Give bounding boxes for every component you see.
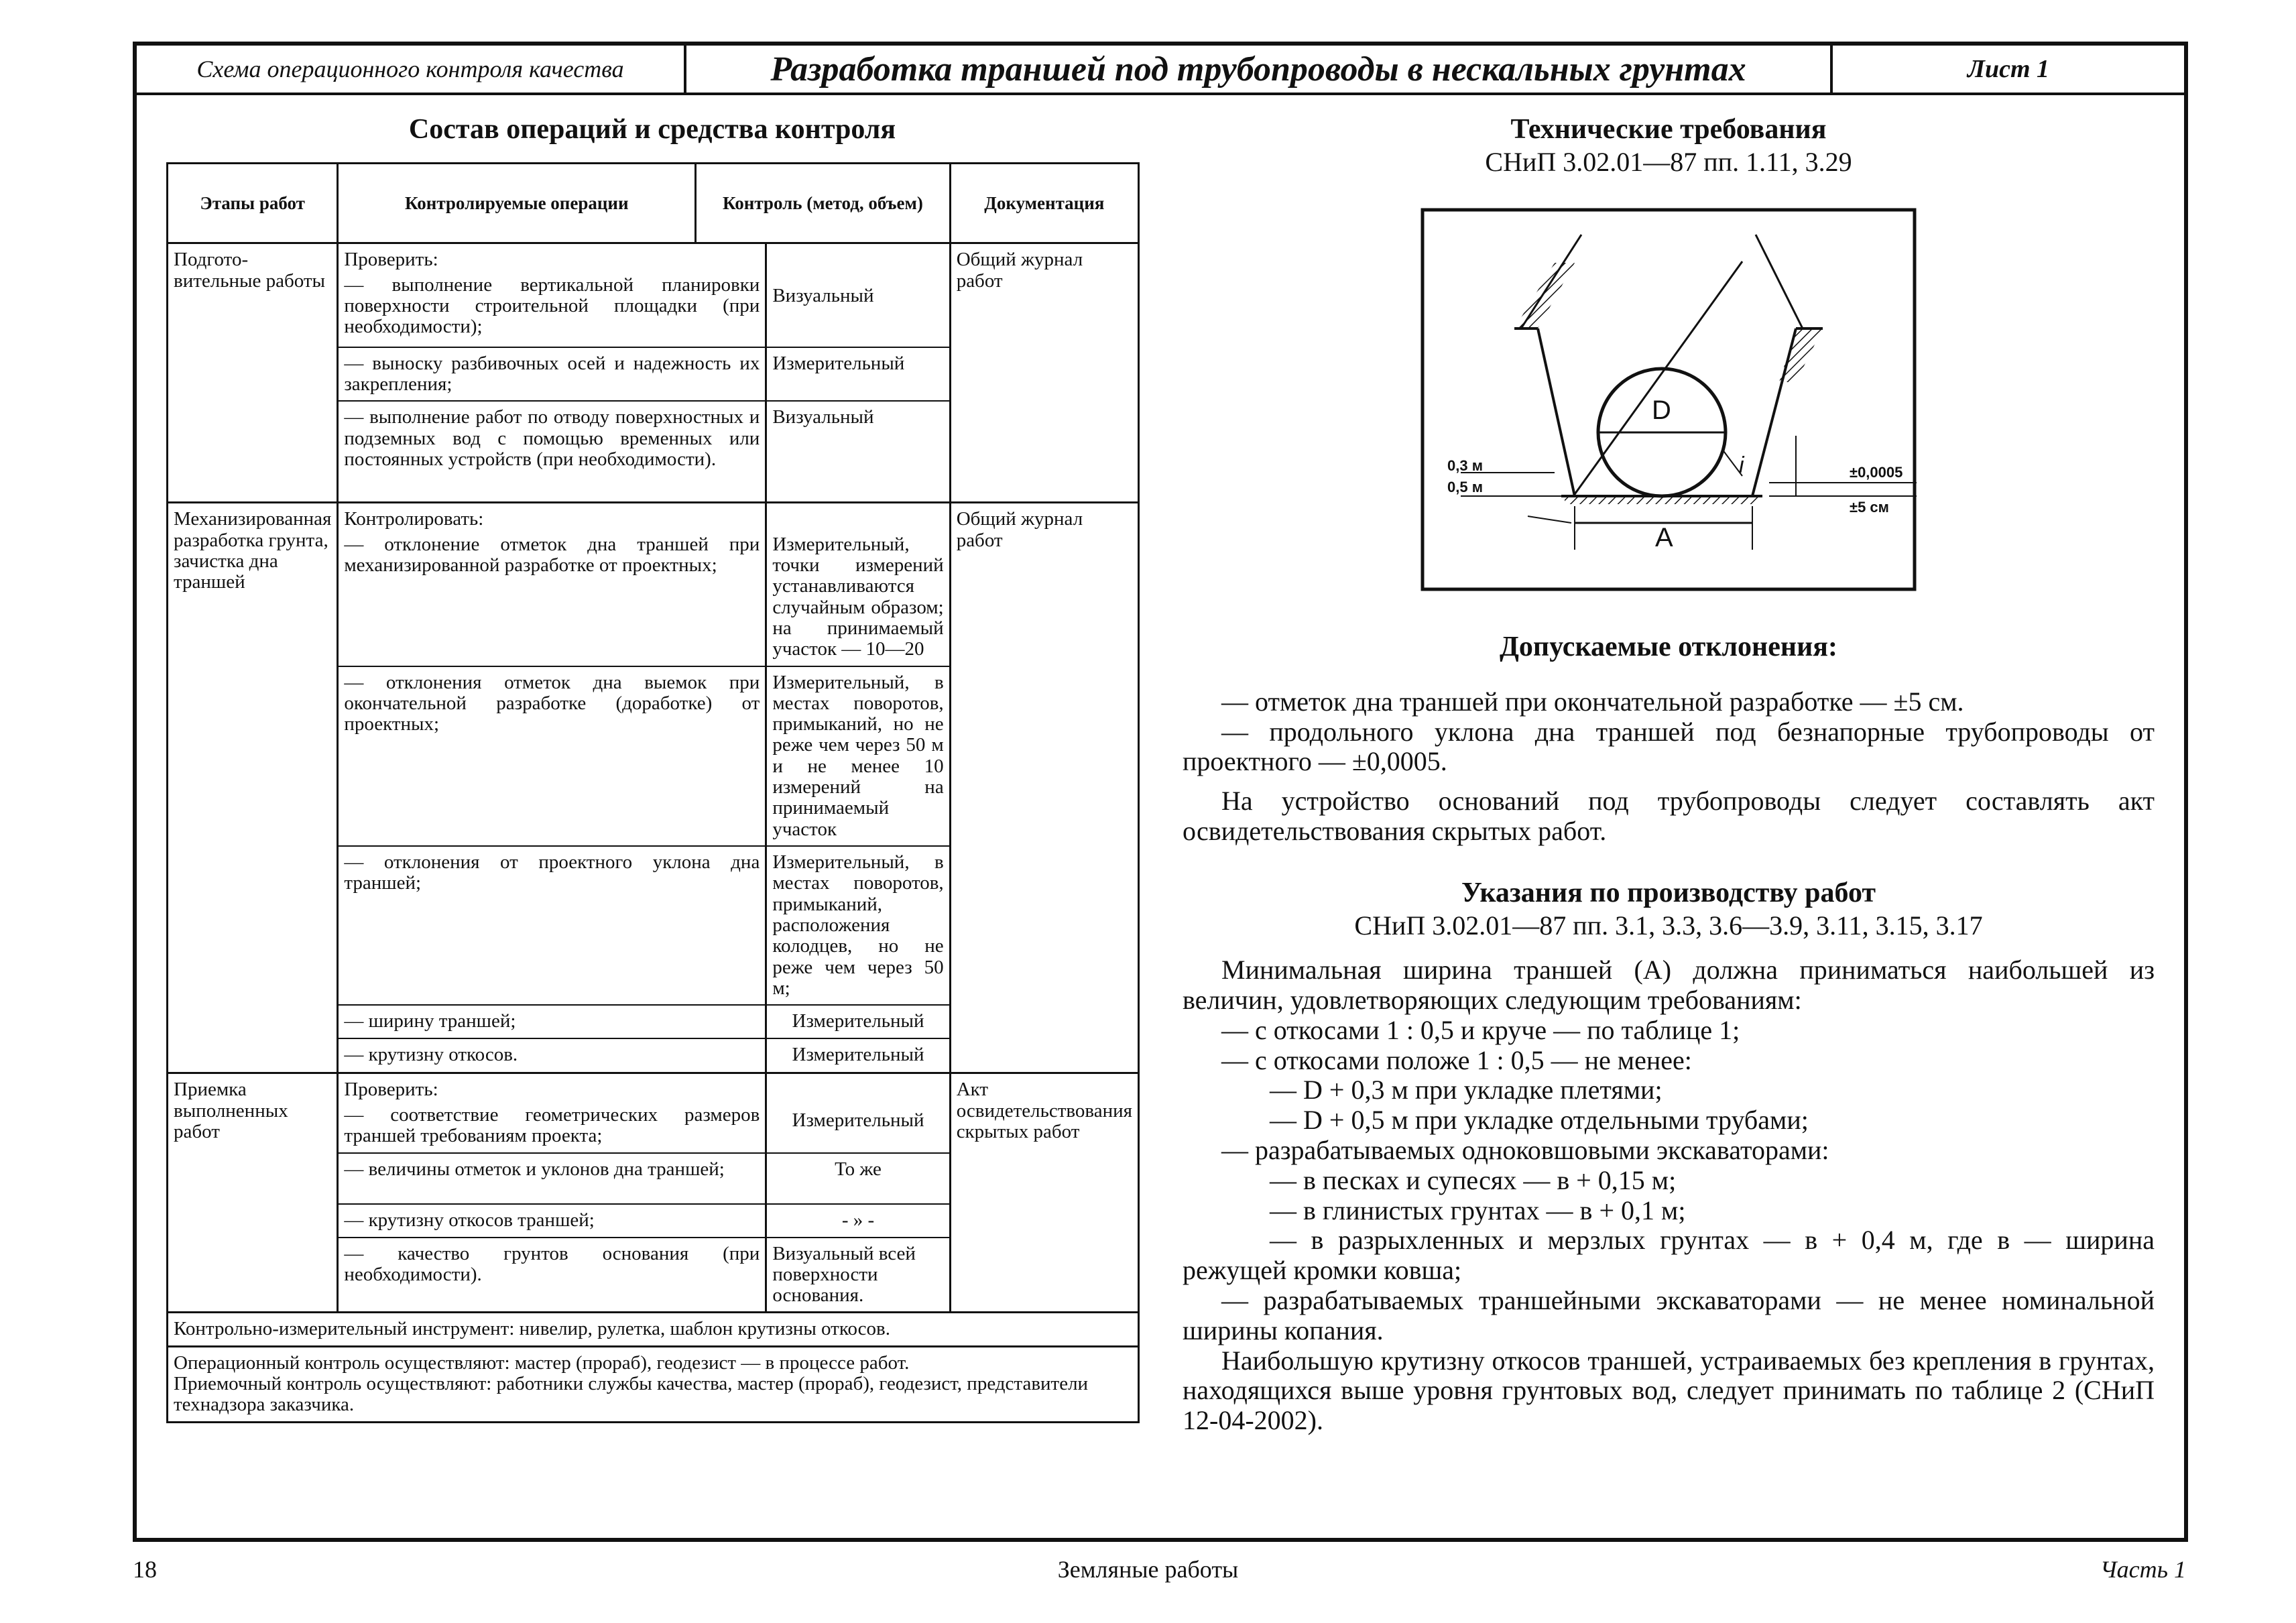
operation-text: — отклонения от проектного уклона дна траншей; — [339, 846, 766, 1005]
doc-cell: Общий журнал работ — [950, 243, 1138, 503]
stage-cell: Механизированная разработка грунта, зачистка дна траншей — [168, 503, 338, 1073]
header-title: Разработка траншей под трубопроводы в нескальных грунтах — [686, 46, 1833, 93]
operation-text: — ширину траншей; — [339, 1005, 766, 1038]
work-subitem: — D + 0,3 м при укладке плетями; — [1270, 1075, 1663, 1105]
control-method: Измерительный — [766, 1005, 949, 1038]
page-frame — [133, 42, 2188, 1542]
ops-intro: Контролировать: — [339, 503, 766, 531]
soil-hatch-left — [1514, 263, 1575, 328]
work-para-2: Наибольшую крутизну откосов траншей, устраиваемых без крепления в грунтах, находящихся выше уровня грунтовых вод, следует принимать по таблице 2 (СНиП 12-04-2002). — [1183, 1345, 2155, 1436]
control-note — [168, 1346, 1139, 1422]
right-column — [1183, 113, 2155, 1436]
operation-text: — выполнение работ по отводу поверхностных и подземных вод с помощью временных или постоянных устройств (при необходимости). — [339, 401, 766, 501]
work-instructions-title: Указания по производству работ — [1461, 877, 1876, 908]
deviation-1: — отметок дна траншей при окончательной разработке — ±5 см. — [1221, 686, 1964, 717]
tools-text: Контрольно-измерительный инструмент: нивелир, рулетка, шаблон крутизны откосов. — [168, 1313, 1139, 1346]
work-para-1: Минимальная ширина траншей (А) должна приниматься наибольшей из величин, удовлетворяющих следующим требованиям: — [1183, 955, 2155, 1015]
control-method: Измерительный — [766, 1102, 949, 1153]
operational-control-text: Операционный контроль осуществляют: мастер (прораб), геодезист — в процессе работ. — [174, 1351, 910, 1374]
table-row — [168, 243, 1139, 503]
label-A: A — [1655, 523, 1673, 553]
slope-upper-left — [1521, 235, 1581, 328]
left-column — [166, 113, 1138, 1423]
deviations-title: Допускаемые отклонения: — [1500, 632, 1837, 663]
trench-wall-right — [1752, 328, 1796, 496]
soil-hatch-right — [1779, 328, 1823, 382]
work-item: — разрабатываемых траншейными экскаваторами — не менее номинальной ширины копания. — [1183, 1284, 2155, 1345]
control-method: Измерительный — [766, 347, 949, 402]
control-method: Визуальный — [766, 272, 949, 347]
label-03m: 0,3 м — [1447, 457, 1483, 475]
table-row — [168, 503, 1139, 1073]
label-05m: 0,5 м — [1447, 479, 1483, 496]
slope-upper-right — [1756, 235, 1803, 328]
label-slope-tol: ±0,0005 — [1850, 464, 1903, 481]
operation-text: — отклонения отметок дна выемок при окончательной разработке (доработке) от проектных; — [339, 666, 766, 847]
header-scheme-label: Схема операционного контроля качества — [137, 46, 686, 93]
stage-cell: Подгото-вительные работы — [168, 243, 338, 503]
ops-intro: Проверить: — [339, 1074, 766, 1101]
col-header-control: Контроль (метод, объем) — [696, 164, 950, 243]
table-header-row — [168, 164, 1139, 243]
work-subitem: — в разрыхленных и мерзлых грунтах — в + 0,4 м, где в — ширина режущей кромки ковша; — [1183, 1225, 2155, 1286]
work-item: — разрабатываемых одноковшовыми экскаваторами: — [1221, 1134, 1829, 1165]
control-row — [168, 1346, 1139, 1422]
operation-text: — соответствие геометрических размеров траншей требованиям проекта; — [339, 1102, 766, 1153]
operation-text: — качество грунтов основания (при необходимости). — [339, 1238, 766, 1312]
control-method: Измерительный, в местах поворотов, примыканий, но не реже чем через 50 м и не менее 10 измерений на принимаемый участок — [766, 666, 949, 847]
tech-req-ref: СНиП 3.02.01—87 пп. 1.11, 3.29 — [1485, 147, 1852, 178]
ops-intro: Проверить: — [339, 244, 766, 272]
control-method: То же — [766, 1153, 949, 1204]
footer-section: Земляные работы — [1057, 1556, 1239, 1583]
operation-text: — крутизну откосов траншей; — [339, 1204, 766, 1238]
work-instructions-ref: СНиП 3.02.01—87 пп. 3.1, 3.3, 3.6—3.9, 3.11, 3.15, 3.17 — [1354, 910, 1983, 941]
stage-cell: Приемка выполненных работ — [168, 1073, 338, 1313]
work-subitem: — D + 0,5 м при укладке отдельными трубами; — [1270, 1105, 1809, 1136]
work-item: — с откосами положе 1 : 0,5 — не менее: — [1221, 1044, 1692, 1075]
deviation-2: — продольного уклона дна траншей под безнапорные трубопроводы от проектного — ±0,0005. — [1183, 716, 2155, 777]
work-item: — с откосами 1 : 0,5 и круче — по таблице 1; — [1221, 1014, 1740, 1045]
operation-text: — отклонение отметок дна траншей при механизированной разработке от проектных; — [339, 532, 766, 666]
doc-cell: Акт освидетельствования скрытых работ — [950, 1073, 1138, 1313]
footer-part: Часть 1 — [2100, 1556, 2186, 1583]
header-sheet: Лист 1 — [1967, 55, 2050, 83]
tools-row — [168, 1313, 1139, 1346]
trench-diagram — [1421, 208, 1917, 591]
control-method: Измерительный, точки измерений устанавливаются случайным образом; на принимаемый участок — 10—20 — [766, 532, 949, 666]
label-level-tol: ±5 см — [1850, 499, 1889, 516]
page-number: 18 — [133, 1556, 157, 1583]
deviation-3: На устройство оснований под трубопроводы следует составлять акт освидетельствования скрытых работ. — [1183, 786, 2155, 846]
tech-req-title: Технические требования — [1510, 114, 1827, 145]
operation-text: — выполнение вертикальной планировки поверхности строительной площадки (при необходимости); — [339, 272, 766, 347]
operations-title: Состав операций и средства контроля — [408, 114, 896, 145]
header-bar — [137, 46, 2184, 95]
operation-text: — крутизну откосов. — [339, 1038, 766, 1072]
col-header-docs: Документация — [950, 164, 1138, 243]
control-method: Визуальный всей поверхности основания. — [772, 1242, 916, 1307]
trench-wall-left — [1538, 328, 1575, 496]
doc-cell: Общий журнал работ — [950, 503, 1138, 1073]
col-header-stage: Этапы работ — [168, 164, 338, 243]
ops-cell — [338, 1073, 950, 1313]
operation-text: — величины отметок и уклонов дна траншей; — [339, 1153, 766, 1204]
ops-cell — [338, 503, 950, 1073]
ops-cell — [338, 243, 950, 503]
col-header-operations: Контролируемые операции — [338, 164, 696, 243]
operations-table — [166, 162, 1140, 1423]
control-method: Визуальный — [772, 406, 874, 428]
table-row — [168, 1073, 1139, 1313]
label-i: i — [1739, 453, 1744, 479]
control-method: Измерительный — [792, 1044, 924, 1066]
work-subitem: — в песках и супесях — в + 0,15 м; — [1270, 1164, 1677, 1195]
work-subitem: — в глинистых грунтах — в + 0,1 м; — [1270, 1195, 1686, 1225]
acceptance-control-text: Приемочный контроль осуществляют: работники службы качества, мастер (прораб), геодезист, представители технадзора заказчика. — [174, 1373, 1089, 1416]
operation-text: — выноску разбивочных осей и надежность их закрепления; — [339, 347, 766, 402]
label-D: D — [1652, 396, 1671, 426]
control-method: Измерительный, в местах поворотов, примыканий, расположения колодцев, но не реже чем через 50 м; — [766, 846, 949, 1005]
control-method: - » - — [766, 1204, 949, 1238]
